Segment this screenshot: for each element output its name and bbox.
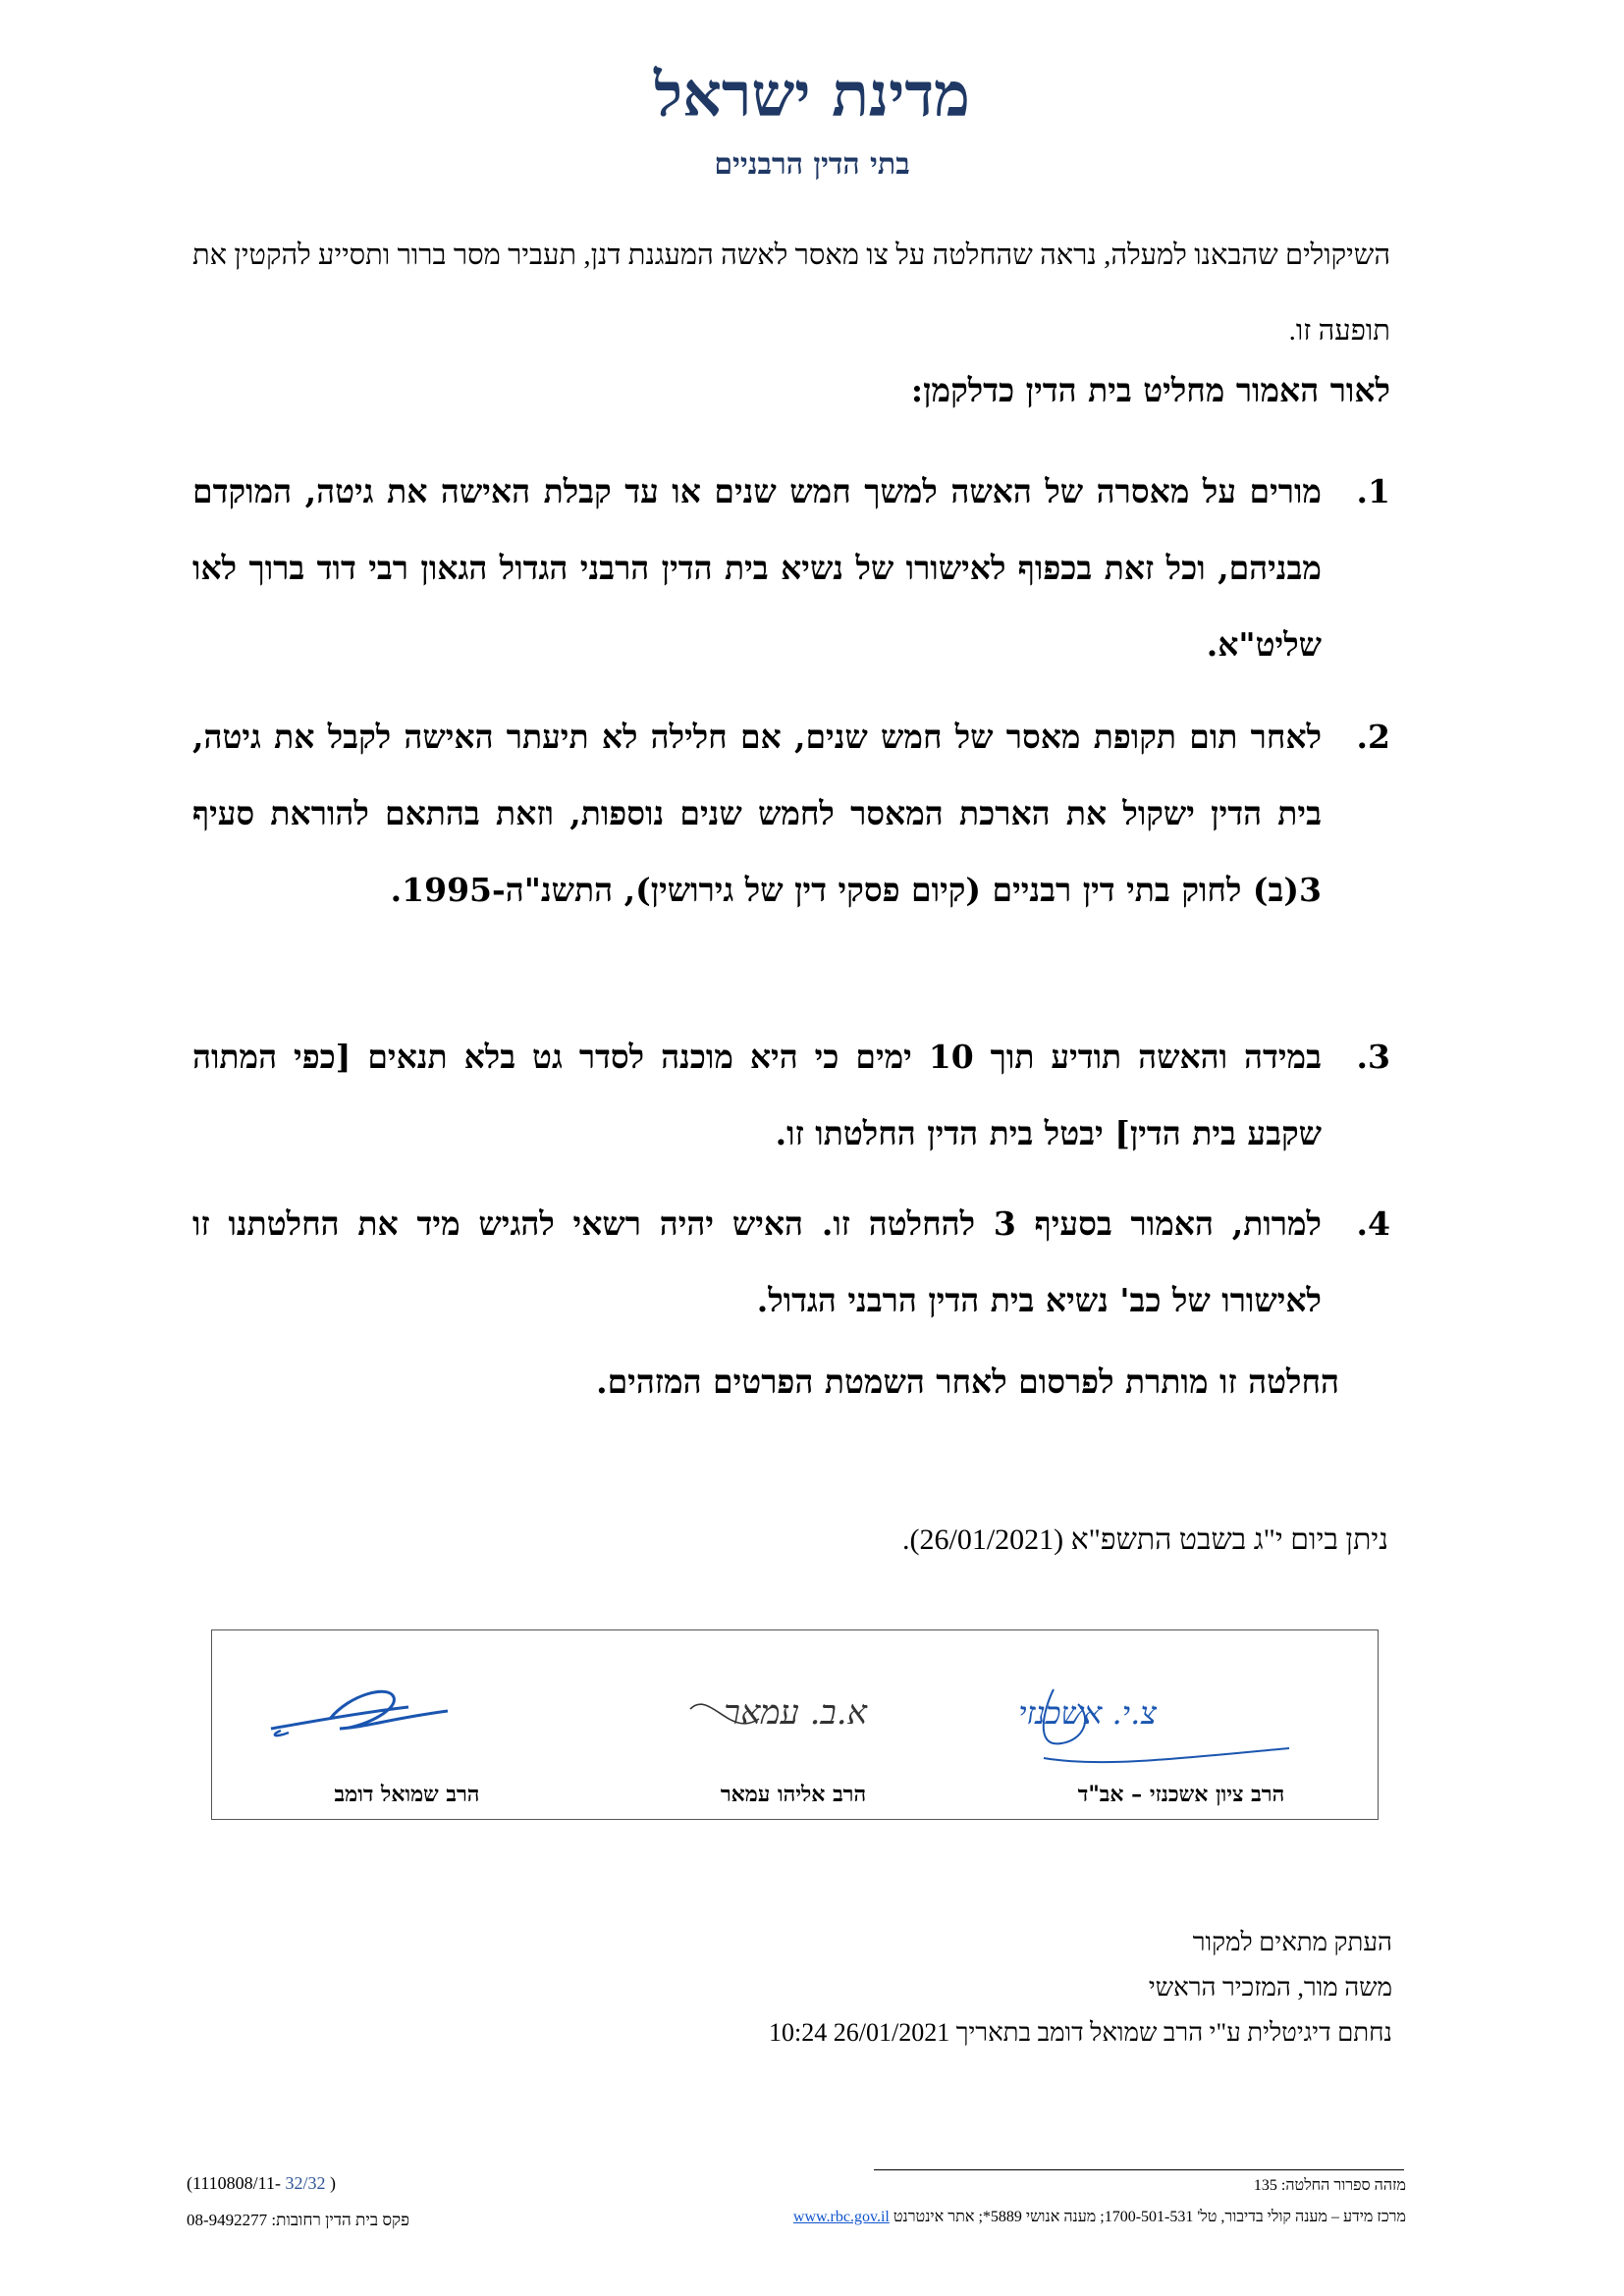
clause-number: 1.: [1356, 472, 1390, 510]
case-suffix: ): [330, 2173, 337, 2193]
intro-paragraph: השיקולים שהבאנו למעלה, נראה שהחלטה על צו מאסר לאשה המעגנת דנן, תעביר מסר ברור ותסייע להקטין את תופעה זו.: [192, 240, 1390, 347]
clause-text: מורים על מאסרה של האשה למשך חמש שנים או עד קבלת האישה את גיטה, המוקדם מבניהם, וכל זאת בכפוף לאישורו של נשיא בית הדין הרבני הגדול הגאון רבי דוד ברוך לאו שליט"א.: [192, 472, 1322, 664]
clause-number: 3.: [1356, 1038, 1390, 1076]
clause-number: 4.: [1356, 1204, 1390, 1243]
footer-case-number: [187, 2173, 336, 2194]
given-date: ניתן ביום י"ג בשבט התשפ"א (26/01/2021).: [902, 1523, 1388, 1556]
website-link[interactable]: www.rbc.gov.il: [792, 2209, 890, 2225]
certification-line-2: משה מור, המזכיר הראשי: [1148, 1973, 1392, 2002]
clause-text: לאחר תום תקופת מאסר של חמש שנים, אם חלילה לא תיעתר האישה לקבל את גיטה, בית הדין ישקול את הארכת המאסר לחמש שנים נוספות, וזאת בהתאם להוראת סעיף 3(ב) לחוק בתי דין רבניים (קיום פסקי דין של גירושין), התשנ"ה-1995.: [192, 718, 1322, 909]
publication-notice: החלטה זו מותרת לפרסום לאחר השמטת הפרטים המזהים.: [596, 1362, 1339, 1401]
footer-info-center: [793, 2209, 1406, 2226]
page-subtitle: בתי הדין הרבניים: [714, 147, 910, 182]
footer-info-text: מרכז מידע – מענה קולי בדיבור, טל' 1700-501-531; מענה אנושי 5889*; אתר אינטרנט: [893, 2209, 1406, 2225]
footer-decision-id: מזהה ספרור החלטה: 135: [1253, 2177, 1406, 2194]
footer-fax: פקס בית הדין רחובות: 08-9492277: [187, 2211, 410, 2229]
signature-middle-handwriting: א.ב. עמאר: [724, 1693, 867, 1733]
signature-left: [212, 1630, 602, 1819]
signature-left-image: [212, 1650, 602, 1778]
clause-1: [192, 454, 1390, 683]
page-title: מדינת ישראל: [654, 59, 970, 131]
signature-middle-name: הרב אליהו עמאר: [720, 1782, 867, 1807]
clause-text: למרות, האמור בסעיף 3 להחלטה זו. האיש יהיה רשאי להגיש מיד את החלטתנו זו לאישורו של כב' נשיא בית הדין הרבני הגדול.: [192, 1204, 1322, 1319]
clause-4: [192, 1186, 1390, 1339]
signature-right-name: הרב ציון אשכנזי – אב"ד: [1077, 1782, 1285, 1807]
decision-header: לאור האמור מחליט בית הדין כדלקמן:: [910, 371, 1390, 409]
signature-middle-image: [602, 1650, 985, 1778]
page-number: 32/32: [285, 2173, 326, 2193]
signature-box: [211, 1629, 1379, 1820]
certification-line-1: העתק מתאים למקור: [1192, 1928, 1392, 1956]
signature-right-handwriting: צ.י. אשכנזי: [1018, 1694, 1157, 1732]
signature-middle: [602, 1630, 985, 1819]
clause-3: [192, 1019, 1390, 1172]
certification-line-3: נחתם דיגיטלית ע"י הרב שמואל דומב בתאריך 26/01/2021 10:24: [769, 2018, 1392, 2047]
footer-divider: [874, 2169, 1404, 2170]
clause-2: [192, 699, 1390, 929]
signature-left-name: הרב שמואל דומב: [334, 1782, 480, 1807]
clause-text: במידה והאשה תודיע תוך 10 ימים כי היא מוכנה לסדר גט בלא תנאים [כפי המתוה שקבע בית הדין] יבטל בית הדין החלטתו זו.: [192, 1038, 1322, 1152]
case-prefix: (1110808/11-: [187, 2173, 281, 2193]
clause-number: 2.: [1356, 718, 1390, 756]
signature-right-image: [985, 1650, 1378, 1778]
signature-right: [985, 1630, 1378, 1819]
